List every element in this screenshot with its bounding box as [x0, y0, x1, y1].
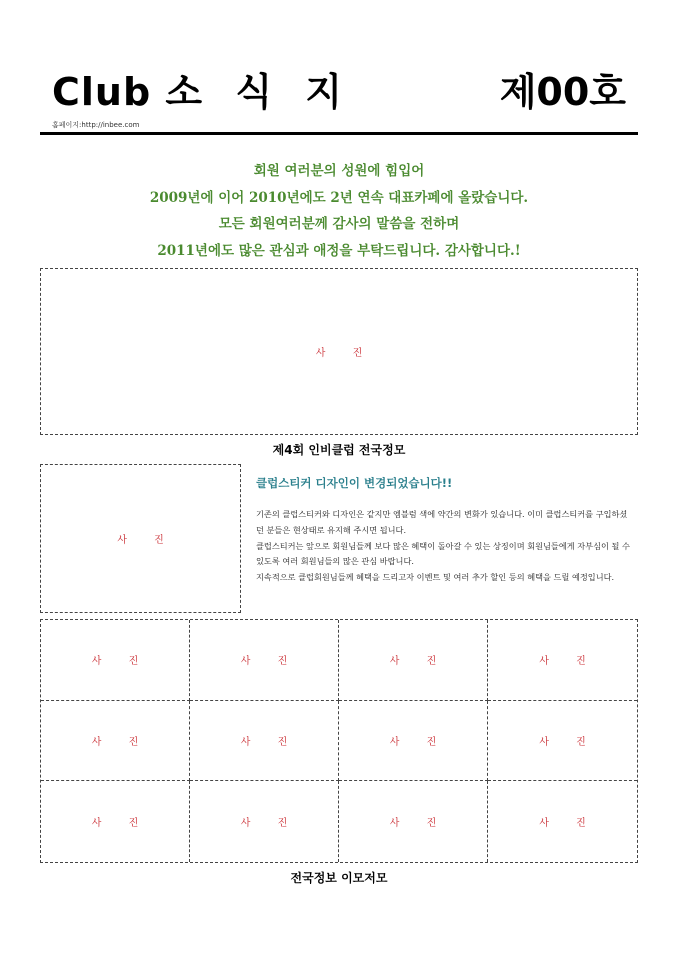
photo-label: 사 진 — [117, 535, 176, 546]
gallery-photo-placeholder — [41, 620, 190, 701]
gallery-photo-placeholder — [488, 620, 637, 701]
gallery-photo-placeholder — [488, 701, 637, 782]
photo-label: 사 진 — [240, 818, 300, 830]
greeting-line: 2011년에도 많은 관심과 애정을 부탁드립니다. 감사합니다.! — [157, 242, 521, 259]
photo-label: 사 진 — [240, 656, 300, 668]
article-paragraph: 지속적으로 클럽회원님들께 혜택을 드리고자 이벤트 및 여러 추가 할인 등의 혜택을 드릴 예정입니다. — [256, 572, 615, 583]
greeting-line: 회원 여러분의 성원에 힘입어 — [253, 163, 425, 179]
article-body — [256, 507, 632, 586]
greeting-line: 모든 회원여러분께 감사의 말씀을 전하며 — [218, 216, 460, 232]
article-paragraph: 클럽스티커는 앞으로 회원님들께 보다 많은 혜택이 돌아갈 수 있는 상징이며 회원님들에게 자부심이 될 수 있도록 여러 회원님들의 많은 관심 바랍니다. — [256, 540, 630, 567]
photo-label: 사 진 — [240, 736, 300, 748]
photo-label: 사 진 — [91, 818, 151, 830]
article-paragraph: 기존의 클럽스티커와 디자인은 같지만 엠블럼 색에 약간의 변화가 있습니다. 이미 클럽스티커를 구입하셨던 분들은 현상태로 유지해 주시면 됩니다. — [256, 509, 628, 535]
title-latin: Club — [52, 70, 152, 114]
gallery-photo-placeholder — [41, 781, 190, 862]
header-divider — [40, 132, 638, 135]
article-photo-placeholder — [40, 464, 241, 613]
gallery-photo-placeholder — [339, 781, 488, 862]
main-photo-caption: 제4회 인비클럽 전국정모 — [272, 443, 406, 457]
gallery-caption: 전국정보 이모저모 — [290, 871, 388, 885]
photo-label: 사 진 — [539, 656, 598, 668]
photo-label: 사 진 — [389, 656, 449, 668]
photo-label: 사 진 — [539, 818, 598, 830]
newsletter-title — [52, 70, 352, 114]
gallery-photo-placeholder — [190, 701, 339, 782]
photo-gallery-grid — [40, 619, 638, 863]
greeting-message — [40, 158, 638, 264]
photo-label: 사 진 — [91, 656, 151, 668]
photo-label: 사 진 — [539, 736, 598, 748]
greeting-line: 2009년에 이어 2010년에도 2년 연속 대표카페에 올랐습니다. — [149, 189, 529, 206]
issue-number: 제00호 — [499, 70, 626, 114]
photo-label: 사 진 — [91, 736, 151, 748]
photo-label: 사 진 — [389, 818, 449, 830]
gallery-photo-placeholder — [190, 620, 339, 701]
title-korean: 소 식 지 — [165, 70, 352, 114]
gallery-photo-placeholder — [488, 781, 637, 862]
article-title: 클럽스티커 디자인이 변경되었습니다!! — [256, 476, 453, 490]
gallery-photo-placeholder — [339, 701, 488, 782]
gallery-photo-placeholder — [41, 701, 190, 782]
photo-label: 사 진 — [389, 736, 449, 748]
main-photo-placeholder — [40, 268, 638, 435]
gallery-photo-placeholder — [339, 620, 488, 701]
homepage-link[interactable]: 홈페이지:http://inbee.com — [52, 121, 140, 129]
photo-label: 사 진 — [315, 348, 375, 359]
gallery-photo-placeholder — [190, 781, 339, 862]
